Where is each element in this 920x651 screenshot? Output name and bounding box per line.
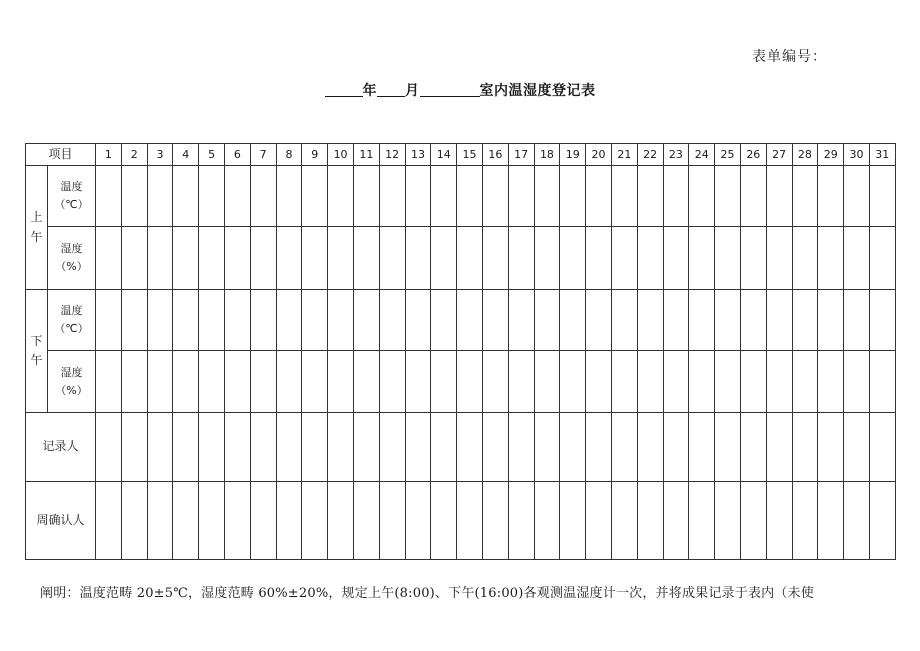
entry-cell[interactable] — [560, 227, 586, 290]
entry-cell[interactable] — [792, 482, 818, 560]
entry-cell[interactable] — [431, 351, 457, 413]
entry-cell[interactable] — [637, 482, 663, 560]
entry-cell[interactable] — [586, 290, 612, 351]
entry-cell[interactable] — [534, 482, 560, 560]
entry-cell[interactable] — [224, 413, 250, 482]
entry-cell[interactable] — [611, 482, 637, 560]
entry-cell[interactable] — [353, 290, 379, 351]
entry-cell[interactable] — [328, 166, 354, 227]
entry-cell[interactable] — [715, 166, 741, 227]
entry-cell[interactable] — [792, 351, 818, 413]
entry-cell[interactable] — [689, 166, 715, 227]
entry-cell[interactable] — [586, 166, 612, 227]
entry-cell[interactable] — [457, 166, 483, 227]
entry-cell[interactable] — [173, 227, 199, 290]
entry-cell[interactable] — [869, 227, 895, 290]
entry-cell[interactable] — [96, 351, 122, 413]
temperature-humidity-table — [25, 143, 896, 560]
entry-cell[interactable] — [457, 290, 483, 351]
entry-cell[interactable] — [611, 227, 637, 290]
entry-cell[interactable] — [637, 413, 663, 482]
entry-cell[interactable] — [611, 166, 637, 227]
entry-cell[interactable] — [173, 166, 199, 227]
morning-label-line1: 上 — [30, 210, 43, 225]
entry-cell[interactable] — [740, 227, 766, 290]
entry-cell[interactable] — [508, 413, 534, 482]
entry-cell[interactable] — [715, 413, 741, 482]
entry-cell[interactable] — [560, 351, 586, 413]
header-row — [26, 144, 896, 166]
entry-cell[interactable] — [663, 227, 689, 290]
day-header-9: 9 — [302, 144, 328, 166]
entry-cell[interactable] — [276, 166, 302, 227]
entry-cell[interactable] — [224, 290, 250, 351]
entry-cell[interactable] — [508, 351, 534, 413]
day-header-6: 6 — [224, 144, 250, 166]
entry-cell[interactable] — [869, 351, 895, 413]
morning-label-line2: 午 — [30, 229, 43, 244]
month-suffix: 月 — [405, 83, 420, 99]
entry-cell[interactable] — [740, 413, 766, 482]
entry-cell[interactable] — [663, 166, 689, 227]
entry-cell[interactable] — [121, 413, 147, 482]
entry-cell[interactable] — [508, 227, 534, 290]
entry-cell[interactable] — [353, 166, 379, 227]
entry-cell[interactable] — [611, 351, 637, 413]
day-header-1: 1 — [96, 144, 122, 166]
entry-cell[interactable] — [818, 227, 844, 290]
entry-cell[interactable] — [586, 351, 612, 413]
day-header-30: 30 — [844, 144, 870, 166]
day-header-19: 19 — [560, 144, 586, 166]
day-header-14: 14 — [431, 144, 457, 166]
entry-cell[interactable] — [379, 413, 405, 482]
entry-cell[interactable] — [637, 227, 663, 290]
entry-cell[interactable] — [482, 482, 508, 560]
entry-cell[interactable] — [508, 290, 534, 351]
entry-cell[interactable] — [637, 290, 663, 351]
entry-cell[interactable] — [147, 290, 173, 351]
entry-cell[interactable] — [534, 166, 560, 227]
day-header-2: 2 — [121, 144, 147, 166]
entry-cell[interactable] — [766, 290, 792, 351]
entry-cell[interactable] — [328, 290, 354, 351]
entry-cell[interactable] — [121, 351, 147, 413]
afternoon-label — [26, 290, 48, 413]
entry-cell[interactable] — [637, 166, 663, 227]
day-header-7: 7 — [250, 144, 276, 166]
entry-cell[interactable] — [302, 351, 328, 413]
entry-cell[interactable] — [534, 413, 560, 482]
entry-cell[interactable] — [482, 166, 508, 227]
entry-cell[interactable] — [302, 227, 328, 290]
entry-cell[interactable] — [276, 351, 302, 413]
day-header-27: 27 — [766, 144, 792, 166]
day-header-28: 28 — [792, 144, 818, 166]
entry-cell[interactable] — [328, 413, 354, 482]
day-header-13: 13 — [405, 144, 431, 166]
entry-cell[interactable] — [173, 482, 199, 560]
entry-cell[interactable] — [353, 351, 379, 413]
day-header-23: 23 — [663, 144, 689, 166]
name-blank — [420, 82, 480, 97]
afternoon-label-line1: 下 — [30, 333, 43, 348]
entry-cell[interactable] — [250, 166, 276, 227]
entry-cell[interactable] — [740, 290, 766, 351]
entry-cell[interactable] — [818, 290, 844, 351]
morning-humidity-row — [26, 227, 896, 290]
entry-cell[interactable] — [405, 227, 431, 290]
entry-cell[interactable] — [379, 482, 405, 560]
entry-cell[interactable] — [431, 227, 457, 290]
entry-cell[interactable] — [328, 482, 354, 560]
day-header-29: 29 — [818, 144, 844, 166]
entry-cell[interactable] — [715, 290, 741, 351]
entry-cell[interactable] — [818, 413, 844, 482]
entry-cell[interactable] — [792, 227, 818, 290]
entry-cell[interactable] — [792, 290, 818, 351]
entry-cell[interactable] — [766, 351, 792, 413]
entry-cell[interactable] — [431, 482, 457, 560]
entry-cell[interactable] — [379, 290, 405, 351]
morning-temperature-row — [26, 166, 896, 227]
entry-cell[interactable] — [199, 227, 225, 290]
page-title — [0, 80, 920, 100]
entry-cell[interactable] — [482, 413, 508, 482]
day-header-10: 10 — [328, 144, 354, 166]
entry-cell[interactable] — [405, 351, 431, 413]
entry-cell[interactable] — [766, 166, 792, 227]
day-header-25: 25 — [715, 144, 741, 166]
entry-cell[interactable] — [250, 413, 276, 482]
entry-cell[interactable] — [405, 413, 431, 482]
entry-cell[interactable] — [250, 482, 276, 560]
entry-cell[interactable] — [818, 166, 844, 227]
entry-cell[interactable] — [379, 351, 405, 413]
entry-cell[interactable] — [586, 482, 612, 560]
entry-cell[interactable] — [147, 482, 173, 560]
title-name: 室内温湿度登记表 — [479, 83, 596, 99]
entry-cell[interactable] — [276, 227, 302, 290]
entry-cell[interactable] — [869, 482, 895, 560]
entry-cell[interactable] — [121, 227, 147, 290]
entry-cell[interactable] — [766, 482, 792, 560]
entry-cell[interactable] — [353, 482, 379, 560]
entry-cell[interactable] — [844, 166, 870, 227]
year-blank — [325, 82, 363, 97]
day-header-5: 5 — [199, 144, 225, 166]
entry-cell[interactable] — [224, 166, 250, 227]
entry-cell[interactable] — [96, 227, 122, 290]
entry-cell[interactable] — [457, 413, 483, 482]
entry-cell[interactable] — [457, 351, 483, 413]
entry-cell[interactable] — [869, 290, 895, 351]
afternoon-humidity-label: 湿度 （%） — [48, 351, 96, 413]
entry-cell[interactable] — [96, 290, 122, 351]
entry-cell[interactable] — [560, 166, 586, 227]
entry-cell[interactable] — [405, 290, 431, 351]
entry-cell[interactable] — [560, 482, 586, 560]
entry-cell[interactable] — [611, 290, 637, 351]
entry-cell[interactable] — [740, 166, 766, 227]
day-header-3: 3 — [147, 144, 173, 166]
entry-cell[interactable] — [457, 227, 483, 290]
month-blank — [377, 82, 405, 97]
entry-cell[interactable] — [250, 351, 276, 413]
entry-cell[interactable] — [689, 482, 715, 560]
afternoon-label-line2: 午 — [30, 353, 43, 367]
entry-cell[interactable] — [637, 351, 663, 413]
entry-cell[interactable] — [792, 413, 818, 482]
entry-cell[interactable] — [844, 351, 870, 413]
entry-cell[interactable] — [302, 166, 328, 227]
entry-cell[interactable] — [689, 290, 715, 351]
entry-cell[interactable] — [560, 290, 586, 351]
entry-cell[interactable] — [508, 166, 534, 227]
recorder-label: 记录人 — [26, 413, 96, 482]
entry-cell[interactable] — [276, 413, 302, 482]
morning-humidity-label: 湿度 （%） — [48, 227, 96, 290]
day-header-4: 4 — [173, 144, 199, 166]
morning-temperature-label: 温度 （℃） — [48, 166, 96, 227]
entry-cell[interactable] — [147, 351, 173, 413]
entry-cell[interactable] — [431, 166, 457, 227]
entry-cell[interactable] — [689, 351, 715, 413]
day-header-20: 20 — [586, 144, 612, 166]
entry-cell[interactable] — [792, 166, 818, 227]
day-header-21: 21 — [611, 144, 637, 166]
entry-cell[interactable] — [482, 227, 508, 290]
entry-cell[interactable] — [353, 227, 379, 290]
item-header: 项目 — [26, 144, 96, 166]
entry-cell[interactable] — [224, 351, 250, 413]
entry-cell[interactable] — [715, 351, 741, 413]
entry-cell[interactable] — [147, 413, 173, 482]
entry-cell[interactable] — [302, 413, 328, 482]
day-header-12: 12 — [379, 144, 405, 166]
morning-label — [26, 166, 48, 290]
entry-cell[interactable] — [302, 482, 328, 560]
entry-cell[interactable] — [173, 290, 199, 351]
afternoon-temperature-row — [26, 290, 896, 351]
entry-cell[interactable] — [147, 166, 173, 227]
day-header-31: 31 — [869, 144, 895, 166]
entry-cell[interactable] — [199, 290, 225, 351]
form-number-label: 表单编号： — [752, 49, 827, 65]
entry-cell[interactable] — [302, 290, 328, 351]
day-header-26: 26 — [740, 144, 766, 166]
afternoon-humidity-row — [26, 351, 896, 413]
day-header-22: 22 — [637, 144, 663, 166]
weekly-confirm-label: 周确认人 — [26, 482, 96, 560]
entry-cell[interactable] — [224, 227, 250, 290]
entry-cell[interactable] — [715, 227, 741, 290]
entry-cell[interactable] — [869, 413, 895, 482]
day-header-18: 18 — [534, 144, 560, 166]
weekly-confirm-row — [26, 482, 896, 560]
entry-cell[interactable] — [121, 290, 147, 351]
entry-cell[interactable] — [96, 482, 122, 560]
entry-cell[interactable] — [276, 482, 302, 560]
entry-cell[interactable] — [844, 290, 870, 351]
entry-cell[interactable] — [379, 166, 405, 227]
year-suffix: 年 — [362, 83, 377, 99]
entry-cell[interactable] — [586, 413, 612, 482]
entry-cell[interactable] — [328, 227, 354, 290]
entry-cell[interactable] — [353, 413, 379, 482]
entry-cell[interactable] — [534, 351, 560, 413]
entry-cell[interactable] — [766, 413, 792, 482]
entry-cell[interactable] — [663, 290, 689, 351]
entry-cell[interactable] — [766, 227, 792, 290]
entry-cell[interactable] — [276, 290, 302, 351]
entry-cell[interactable] — [663, 482, 689, 560]
entry-cell[interactable] — [173, 351, 199, 413]
entry-cell[interactable] — [818, 482, 844, 560]
entry-cell[interactable] — [740, 351, 766, 413]
entry-cell[interactable] — [199, 166, 225, 227]
day-header-15: 15 — [457, 144, 483, 166]
entry-cell[interactable] — [844, 227, 870, 290]
entry-cell[interactable] — [250, 227, 276, 290]
note-text: 阐明：温度范畴 20±5℃，湿度范畴 60%±20%，规定上午(8:00)、下午(16:00)各观测温湿度计一次，并将成果记录于表内（未使 — [40, 586, 814, 601]
day-header-17: 17 — [508, 144, 534, 166]
entry-cell[interactable] — [121, 166, 147, 227]
entry-cell[interactable] — [534, 290, 560, 351]
entry-cell[interactable] — [586, 227, 612, 290]
entry-cell[interactable] — [818, 351, 844, 413]
entry-cell[interactable] — [199, 413, 225, 482]
entry-cell[interactable] — [379, 227, 405, 290]
entry-cell[interactable] — [482, 351, 508, 413]
entry-cell[interactable] — [663, 351, 689, 413]
entry-cell[interactable] — [405, 482, 431, 560]
entry-cell[interactable] — [869, 166, 895, 227]
afternoon-temperature-label: 温度 （℃） — [48, 290, 96, 351]
entry-cell[interactable] — [844, 413, 870, 482]
entry-cell[interactable] — [147, 227, 173, 290]
day-header-16: 16 — [482, 144, 508, 166]
entry-cell[interactable] — [508, 482, 534, 560]
entry-cell[interactable] — [689, 227, 715, 290]
entry-cell[interactable] — [689, 413, 715, 482]
entry-cell[interactable] — [173, 413, 199, 482]
entry-cell[interactable] — [328, 351, 354, 413]
entry-cell[interactable] — [844, 482, 870, 560]
day-header-11: 11 — [353, 144, 379, 166]
entry-cell[interactable] — [96, 413, 122, 482]
entry-cell[interactable] — [121, 482, 147, 560]
entry-cell[interactable] — [431, 290, 457, 351]
entry-cell[interactable] — [431, 413, 457, 482]
entry-cell[interactable] — [199, 482, 225, 560]
entry-cell[interactable] — [663, 413, 689, 482]
entry-cell[interactable] — [457, 482, 483, 560]
entry-cell[interactable] — [560, 413, 586, 482]
recorder-row — [26, 413, 896, 482]
entry-cell[interactable] — [611, 413, 637, 482]
day-header-8: 8 — [276, 144, 302, 166]
entry-cell[interactable] — [96, 166, 122, 227]
entry-cell[interactable] — [482, 290, 508, 351]
entry-cell[interactable] — [224, 482, 250, 560]
entry-cell[interactable] — [740, 482, 766, 560]
entry-cell[interactable] — [715, 482, 741, 560]
entry-cell[interactable] — [250, 290, 276, 351]
entry-cell[interactable] — [534, 227, 560, 290]
entry-cell[interactable] — [405, 166, 431, 227]
day-header-24: 24 — [689, 144, 715, 166]
entry-cell[interactable] — [199, 351, 225, 413]
